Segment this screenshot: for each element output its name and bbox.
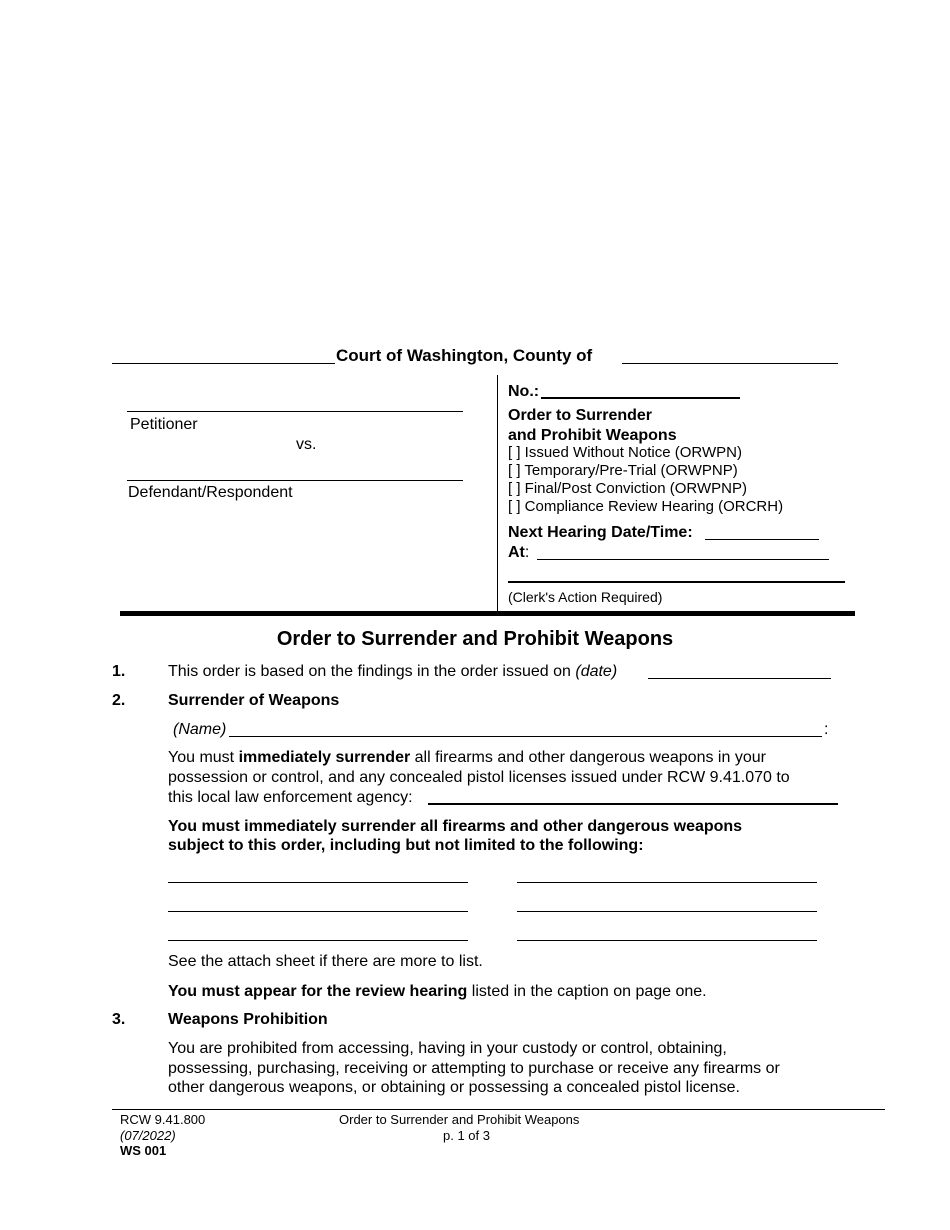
county-blank[interactable] [622, 363, 838, 364]
respondent-label: Defendant/Respondent [128, 484, 293, 501]
at-label: At [508, 544, 525, 561]
prohibition-para-line3: other dangerous weapons, or obtaining or possessing a concealed pistol license. [168, 1079, 740, 1096]
at-colon: : [524, 544, 530, 561]
case-no-label: No.: [508, 383, 540, 400]
attach-note: See the attach sheet if there are more to list. [168, 953, 483, 970]
weapon-blank[interactable] [168, 882, 468, 883]
checkbox-option-final[interactable]: [ ] Final/Post Conviction (ORWPNP) [508, 480, 747, 497]
name-label: (Name) [173, 721, 227, 738]
section1-number: 1. [112, 663, 126, 680]
vs-label: vs. [296, 436, 317, 453]
clerk-note: (Clerk's Action Required) [508, 589, 663, 605]
agency-blank[interactable] [428, 803, 838, 805]
case-no-blank[interactable] [541, 397, 740, 399]
surrender-para-line3: this local law enforcement agency: [168, 789, 413, 806]
at-blank[interactable] [537, 559, 829, 560]
surrender-bold-para-line2: subject to this order, including but not limited to the following: [168, 837, 644, 854]
prohibition-para-line2: possessing, purchasing, receiving or attempting to purchase or receive any firearms or [168, 1060, 780, 1077]
section1-sentence: This order is based on the findings in the order issued on [168, 663, 576, 680]
clerk-blank[interactable] [508, 581, 845, 583]
appear-sentence [168, 982, 707, 1001]
order-title-line2: and Prohibit Weapons [508, 427, 677, 444]
surrender-line1-rest: all firearms and other dangerous weapons in your [410, 749, 766, 766]
appear-rest: listed in the caption on page one. [467, 983, 707, 1000]
court-prefix-blank[interactable] [112, 363, 335, 364]
footer-statute: RCW 9.41.800 [120, 1112, 206, 1127]
surrender-para-line1 [168, 748, 766, 767]
petitioner-label: Petitioner [130, 416, 198, 433]
section2-heading: Surrender of Weapons [168, 692, 340, 709]
next-hearing-label: Next Hearing Date/Time: [508, 524, 693, 541]
appear-bold: You must appear for the review hearing [168, 983, 468, 1000]
document-title: Order to Surrender and Prohibit Weapons [276, 628, 674, 650]
order-title-line1: Order to Surrender [508, 407, 653, 424]
respondent-blank[interactable] [127, 480, 463, 481]
weapon-blank[interactable] [168, 940, 468, 941]
footer-form-code: WS 001 [120, 1143, 167, 1158]
section3-heading: Weapons Prohibition [168, 1011, 328, 1028]
court-title: Court of Washington, County of [336, 346, 593, 365]
weapon-blank[interactable] [517, 940, 817, 941]
section1-text [168, 662, 617, 681]
weapon-blank[interactable] [168, 911, 468, 912]
caption-bottom-rule [120, 611, 855, 616]
surrender-bold: immediately surrender [238, 749, 411, 766]
weapon-blank[interactable] [517, 882, 817, 883]
name-colon: : [824, 721, 829, 738]
checkbox-option-temporary[interactable]: [ ] Temporary/Pre-Trial (ORWPNP) [508, 462, 738, 479]
prohibition-para-line1: You are prohibited from accessing, having in your custody or control, obtaining, [168, 1040, 727, 1057]
section3-number: 3. [112, 1011, 126, 1028]
surrender-intro: You must [168, 749, 239, 766]
section2-number: 2. [112, 692, 126, 709]
order-date-blank[interactable] [648, 678, 831, 679]
checkbox-option-compliance[interactable]: [ ] Compliance Review Hearing (ORCRH) [508, 498, 784, 515]
name-blank[interactable] [229, 736, 822, 737]
footer-revision: (07/2022) [120, 1128, 176, 1143]
footer-form-title: Order to Surrender and Prohibit Weapons [339, 1112, 580, 1127]
footer-page-label: p. 1 of 3 [443, 1128, 490, 1143]
checkbox-option-orwpn[interactable]: [ ] Issued Without Notice (ORWPN) [508, 444, 742, 461]
footer-rule [112, 1109, 885, 1110]
weapon-blank[interactable] [517, 911, 817, 912]
section1-date-label: (date) [575, 663, 618, 680]
caption-divider [497, 375, 498, 611]
petitioner-blank[interactable] [127, 411, 463, 412]
at-row [508, 543, 529, 562]
surrender-bold-para-line1: You must immediately surrender all firearms and other dangerous weapons [168, 818, 743, 835]
next-hearing-blank[interactable] [705, 539, 819, 540]
surrender-para-line2: possession or control, and any concealed pistol licenses issued under RCW 9.41.070 to [168, 769, 790, 786]
